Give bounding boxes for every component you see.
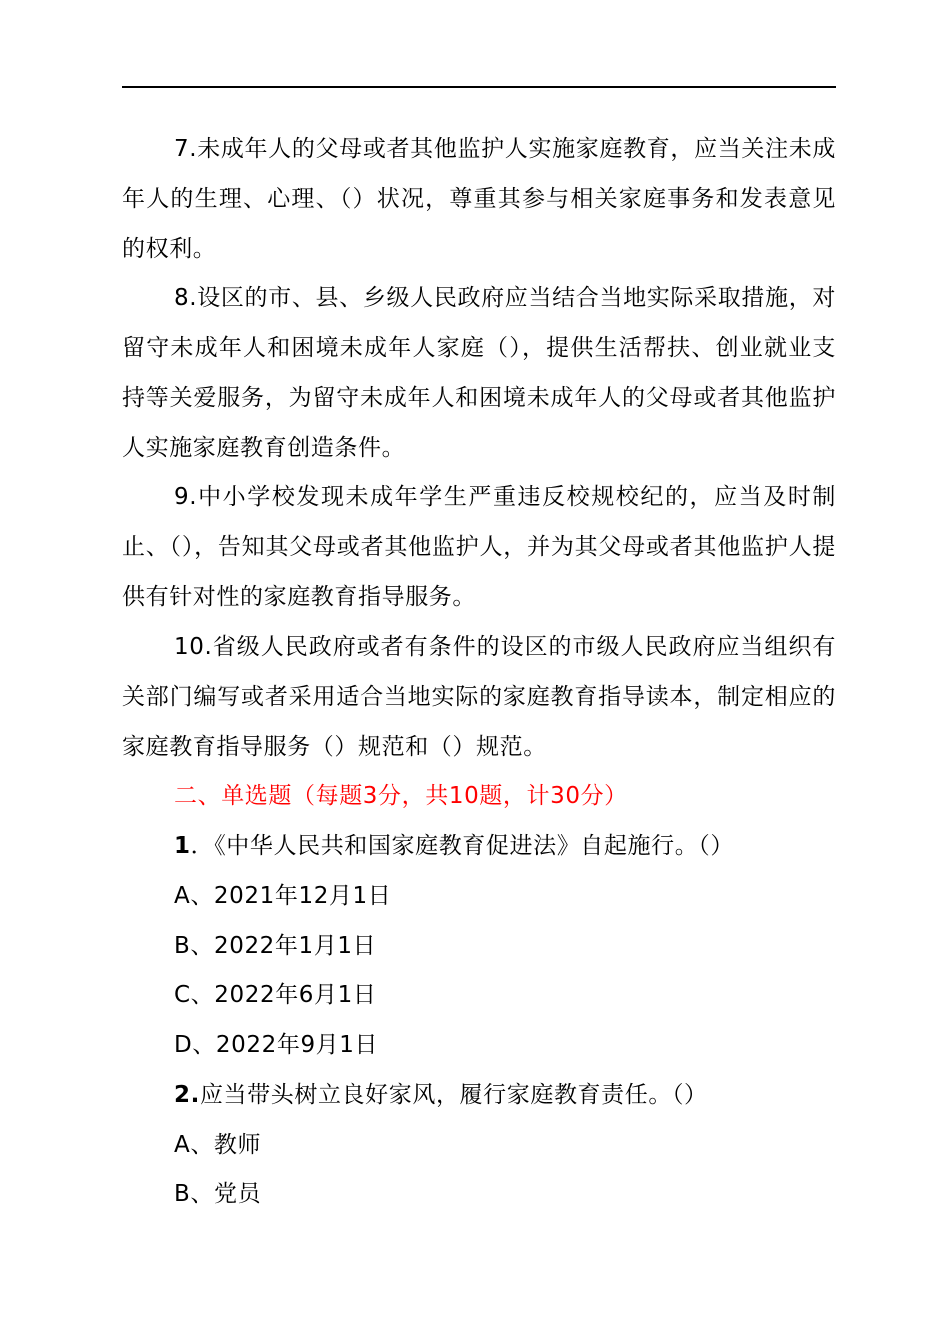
question-1-option-a: A、2021年12月1日 (174, 883, 392, 909)
header-rule (122, 86, 836, 88)
fill-blank-item-10: 10.省级人民政府或者有条件的设区的市级人民政府应当组织有关部门编写或者采用适合当地实际的家庭教育指导读本，制定相应的家庭教育指导服务（）规范和（）规范。 (122, 634, 836, 760)
question-2-number: 2. (174, 1082, 200, 1108)
question-1 (174, 821, 734, 871)
question-1-stem: ．《中华人民共和国家庭教育促进法》自起施行。（） (190, 833, 735, 859)
question-1-number: 1 (174, 833, 191, 859)
question-2-option-a: A、教师 (174, 1132, 262, 1158)
question-1-option-d: D、2022年9月1日 (174, 1032, 379, 1058)
fill-blank-item-8: 8.设区的市、县、乡级人民政府应当结合当地实际采取措施，对留守未成年人和困境未成年人家庭（），提供生活帮扶、创业就业支持等关爱服务，为留守未成年人和困境未成年人的父母或者其他监护人实施家庭教育创造条件。 (122, 285, 836, 461)
question-1-option-c: C、2022年6月1日 (174, 982, 377, 1008)
question-2-stem: 应当带头树立良好家风，履行家庭教育责任。（） (199, 1082, 708, 1108)
question-2-option-b: B、党员 (174, 1181, 262, 1207)
question-1-option-b: B、2022年1月1日 (174, 933, 377, 959)
section-heading: 二、单选题（每题3分，共10题，计30分） (174, 783, 628, 809)
fill-blank-item-9: 9.中小学校发现未成年学生严重违反校规校纪的，应当及时制止、（），告知其父母或者其他监护人，并为其父母或者其他监护人提供有针对性的家庭教育指导服务。 (122, 484, 836, 610)
fill-blank-item-7: 7.未成年人的父母或者其他监护人实施家庭教育，应当关注未成年人的生理、心理、（）状况，尊重其参与相关家庭事务和发表意见的权利。 (122, 136, 836, 262)
question-2 (174, 1070, 708, 1120)
